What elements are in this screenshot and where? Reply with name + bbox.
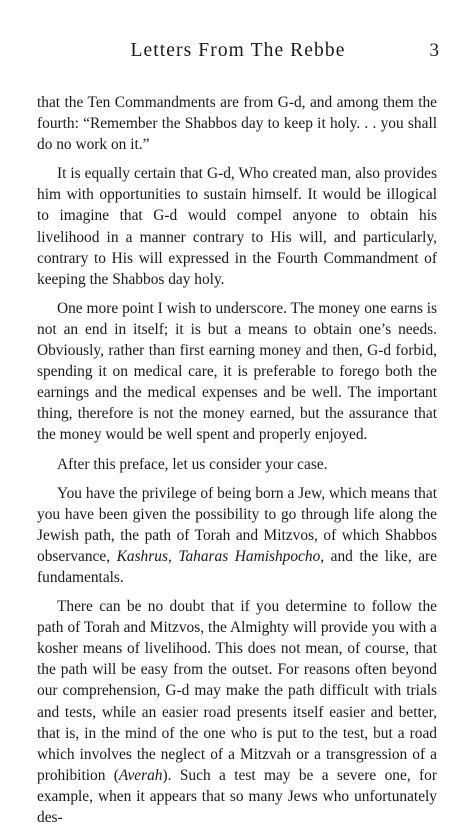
averah-term: Averah [118, 766, 163, 784]
paragraph-6-text-a: There can be no doubt that if you determine to follow the path of Torah and Mitzvos, the Almighty will provide you with a kosher means of livelihood. This does not mean, of course, that the path will be easy from the outset. For reasons often beyond our comprehension, G-d may make the path difficult with trials and tests, while an easier road presents itself easier and better, that is, in the mind of the one who is put to the test, but a road which involves the neglect of a Mitzvah or a transgression of a prohibition ( [37, 598, 437, 784]
paragraph-5-text-a: You have the privilege of being born a Jew, which means that you have been given the possibility to go through life along the Jewish path, the path of Torah and Mitzvos, of which Shabbos observance, [37, 484, 437, 565]
paragraph-4: After this preface, let us consider your case. [57, 455, 328, 473]
running-head: Letters From The Rebbe [130, 40, 346, 61]
page-number: 3 [429, 40, 439, 61]
page-body [37, 92, 437, 836]
paragraph-6 [37, 596, 437, 828]
paragraph-5-text-b: , [167, 547, 179, 565]
paragraph-5-text-c: , and the like, are fundamentals. [37, 547, 437, 586]
paragraph-3: One more point I wish to underscore. The money one earns is not an end in itself; it is but a means to obtain one’s needs. Obviously, rather than first earning money and then, G-d forbid, spending it on medical care, it is preferable to forego both the earnings and the medical expenses and be well. The important thing, therefore is not the money earned, but the assurance that the money would be well spent and properly enjoyed. [37, 299, 437, 444]
kashrus-term: Kashrus [116, 547, 168, 565]
paragraph-5 [37, 483, 437, 588]
paragraph-2: It is equally certain that G-d, Who created man, also provides him with opportunities to sustain himself. It would be illogical to imagine that G-d would compel anyone to obtain his livelihood in a manner contrary to His will, and particularly, contrary to His will expressed in the Fourth Commandment of keeping the Shabbos day holy. [37, 165, 437, 288]
paragraph-6-text-b: ). Such a test may be a severe one, for example, when it appears that so many Jews who unfortunately des- [37, 766, 438, 826]
paragraph-1: that the Ten Commandments are from G-d, and among them the fourth: “Remember the Shabbos day to keep it holy. . . you shall do no work on it.” [37, 94, 437, 154]
page-header [0, 40, 476, 66]
taharas-hamishpocho-term: Taharas Hamishpocho [178, 547, 321, 565]
